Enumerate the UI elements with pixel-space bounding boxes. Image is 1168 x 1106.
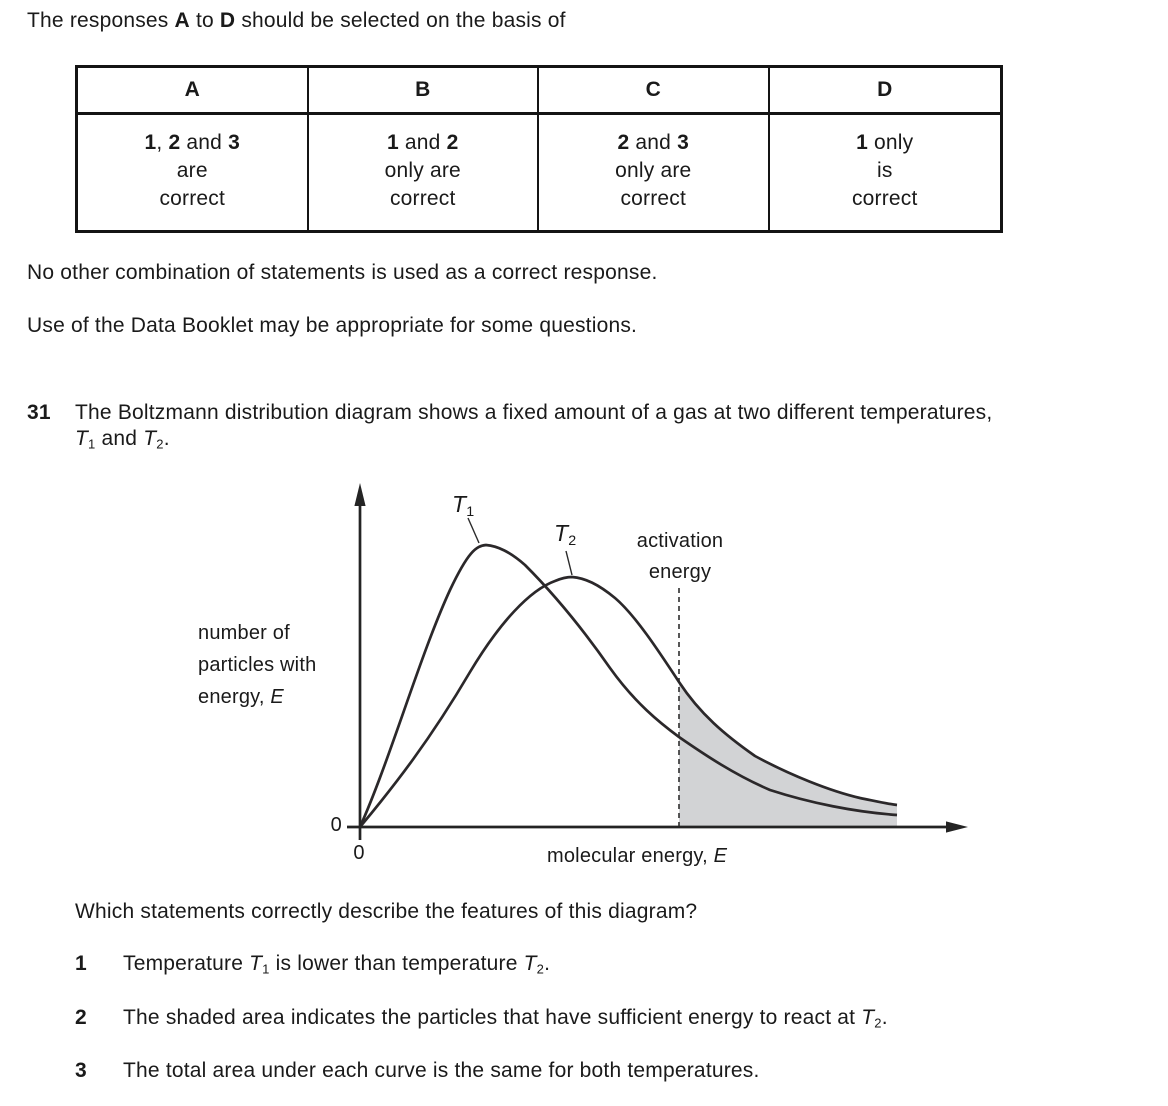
table-header-d: D (877, 78, 893, 101)
cell-a-line3: correct (159, 187, 226, 210)
closing-prompt: Which statements correctly describe the features of this diagram? (75, 900, 698, 923)
t2-symbol: T (861, 1006, 875, 1029)
note-no-other-combination: No other combination of statements is used as a correct response. (27, 261, 658, 284)
statement-3-text: The total area under each curve is the same for both temperatures. (123, 1059, 760, 1082)
table-header-row (78, 68, 1000, 115)
response-d-label: D (219, 9, 236, 32)
intro-text-post: should be selected on the basis of (235, 9, 566, 32)
response-a-label: A (174, 9, 190, 32)
t1-subscript: 1 (466, 503, 475, 520)
y-axis-arrowhead (354, 483, 365, 506)
bold-number: 1 (144, 131, 157, 154)
t2-leader-line (566, 551, 572, 575)
bold-number: 3 (228, 131, 240, 154)
statement-1-text-mid: is lower than temperature (269, 952, 524, 975)
y-axis-label (198, 617, 316, 713)
bold-number: 2 (446, 131, 459, 154)
cell-b-line2: only are (384, 159, 461, 182)
x-axis-zero-label: 0 (353, 842, 365, 864)
statement-3 (75, 1059, 760, 1083)
intro-line (27, 9, 566, 33)
activation-energy-label (605, 526, 755, 588)
table-cell-a (78, 115, 309, 230)
t2-symbol: T (523, 952, 537, 975)
cell-c-line2: only are (615, 159, 692, 182)
t1-symbol: T (452, 491, 467, 517)
cell-c-line3: correct (620, 187, 687, 210)
statement-1-text: Temperature (123, 952, 250, 975)
t1-symbol: T (75, 427, 89, 450)
note-data-booklet: Use of the Data Booklet may be appropriate for some questions. (27, 314, 638, 337)
table-cell-c (539, 115, 770, 230)
statement-2-text: The shaded area indicates the particles that have sufficient energy to react at (123, 1006, 862, 1029)
statement-1-number: 1 (75, 952, 87, 975)
question-number: 31 (27, 401, 51, 424)
y-axis-label-line1: number of (198, 622, 290, 644)
table-body-row (78, 115, 1000, 230)
y-axis-label-line2: particles with (198, 654, 317, 676)
question-text-mid: and (95, 427, 144, 450)
table-cell-d (770, 115, 1001, 230)
cell-text: , (156, 131, 169, 154)
statement-1-text-end: . (544, 952, 551, 975)
shaded-area (679, 682, 897, 827)
table-header-c: C (539, 68, 770, 112)
response-key-table (75, 65, 1003, 233)
t1-curve-label (452, 491, 474, 520)
statement-3-number: 3 (75, 1059, 87, 1082)
x-axis-label (547, 845, 727, 868)
t1-subscript: 1 (262, 961, 270, 977)
bold-number: 3 (677, 131, 689, 154)
cell-a-line1 (78, 129, 307, 157)
energy-symbol: E (713, 845, 728, 867)
cell-c-line1 (539, 129, 768, 157)
cell-text: only (868, 131, 914, 154)
y-axis-zero-label: 0 (330, 814, 342, 836)
cell-a-line2: are (176, 159, 208, 182)
question-text-end: . (163, 427, 170, 450)
energy-symbol: E (270, 686, 284, 708)
t1-subscript: 1 (88, 436, 96, 452)
statement-1 (75, 952, 550, 977)
cell-b-line1 (309, 129, 538, 157)
t2-subscript: 2 (568, 532, 577, 549)
cell-text: and (398, 131, 447, 154)
t2-subscript: 2 (156, 436, 164, 452)
table-header-a: A (78, 68, 309, 112)
t1-symbol: T (249, 952, 263, 975)
cell-d-line3: correct (851, 187, 918, 210)
y-axis-label-line3 (198, 681, 316, 713)
y-axis-label-line3-pre: energy, (198, 686, 271, 708)
intro-text-pre: The responses (27, 9, 175, 32)
boltzmann-diagram (0, 470, 1010, 880)
activation-energy-label-line2: energy (648, 561, 712, 583)
t2-curve-label (554, 520, 576, 549)
t2-symbol: T (554, 520, 569, 546)
question-text-line2 (75, 427, 170, 452)
cell-d-line1 (770, 129, 1001, 157)
t2-subscript: 2 (536, 961, 545, 977)
x-axis-arrowhead (946, 821, 968, 832)
statement-2 (75, 1006, 888, 1031)
cell-b-line3: correct (389, 187, 456, 210)
cell-text: and (629, 131, 678, 154)
cell-text: and (180, 131, 229, 154)
bold-number: 1 (387, 131, 399, 154)
bold-number: 2 (617, 131, 630, 154)
x-axis-label-pre: molecular energy, (547, 845, 714, 867)
statement-2-text-end: . (881, 1006, 888, 1029)
t1-leader-line (468, 518, 479, 543)
bold-number: 1 (856, 131, 869, 154)
table-header-b: B (309, 68, 540, 112)
statement-2-number: 2 (75, 1006, 87, 1029)
t2-subscript: 2 (874, 1015, 882, 1031)
table-cell-b (309, 115, 540, 230)
t2-symbol: T (143, 427, 157, 450)
bold-number: 2 (168, 131, 181, 154)
activation-energy-label-line1: activation (636, 530, 724, 552)
question-text-line1: The Boltzmann distribution diagram shows a fixed amount of a gas at two different temperatures, (75, 401, 993, 424)
intro-text-mid: to (189, 9, 220, 32)
cell-d-line2: is (876, 159, 893, 182)
